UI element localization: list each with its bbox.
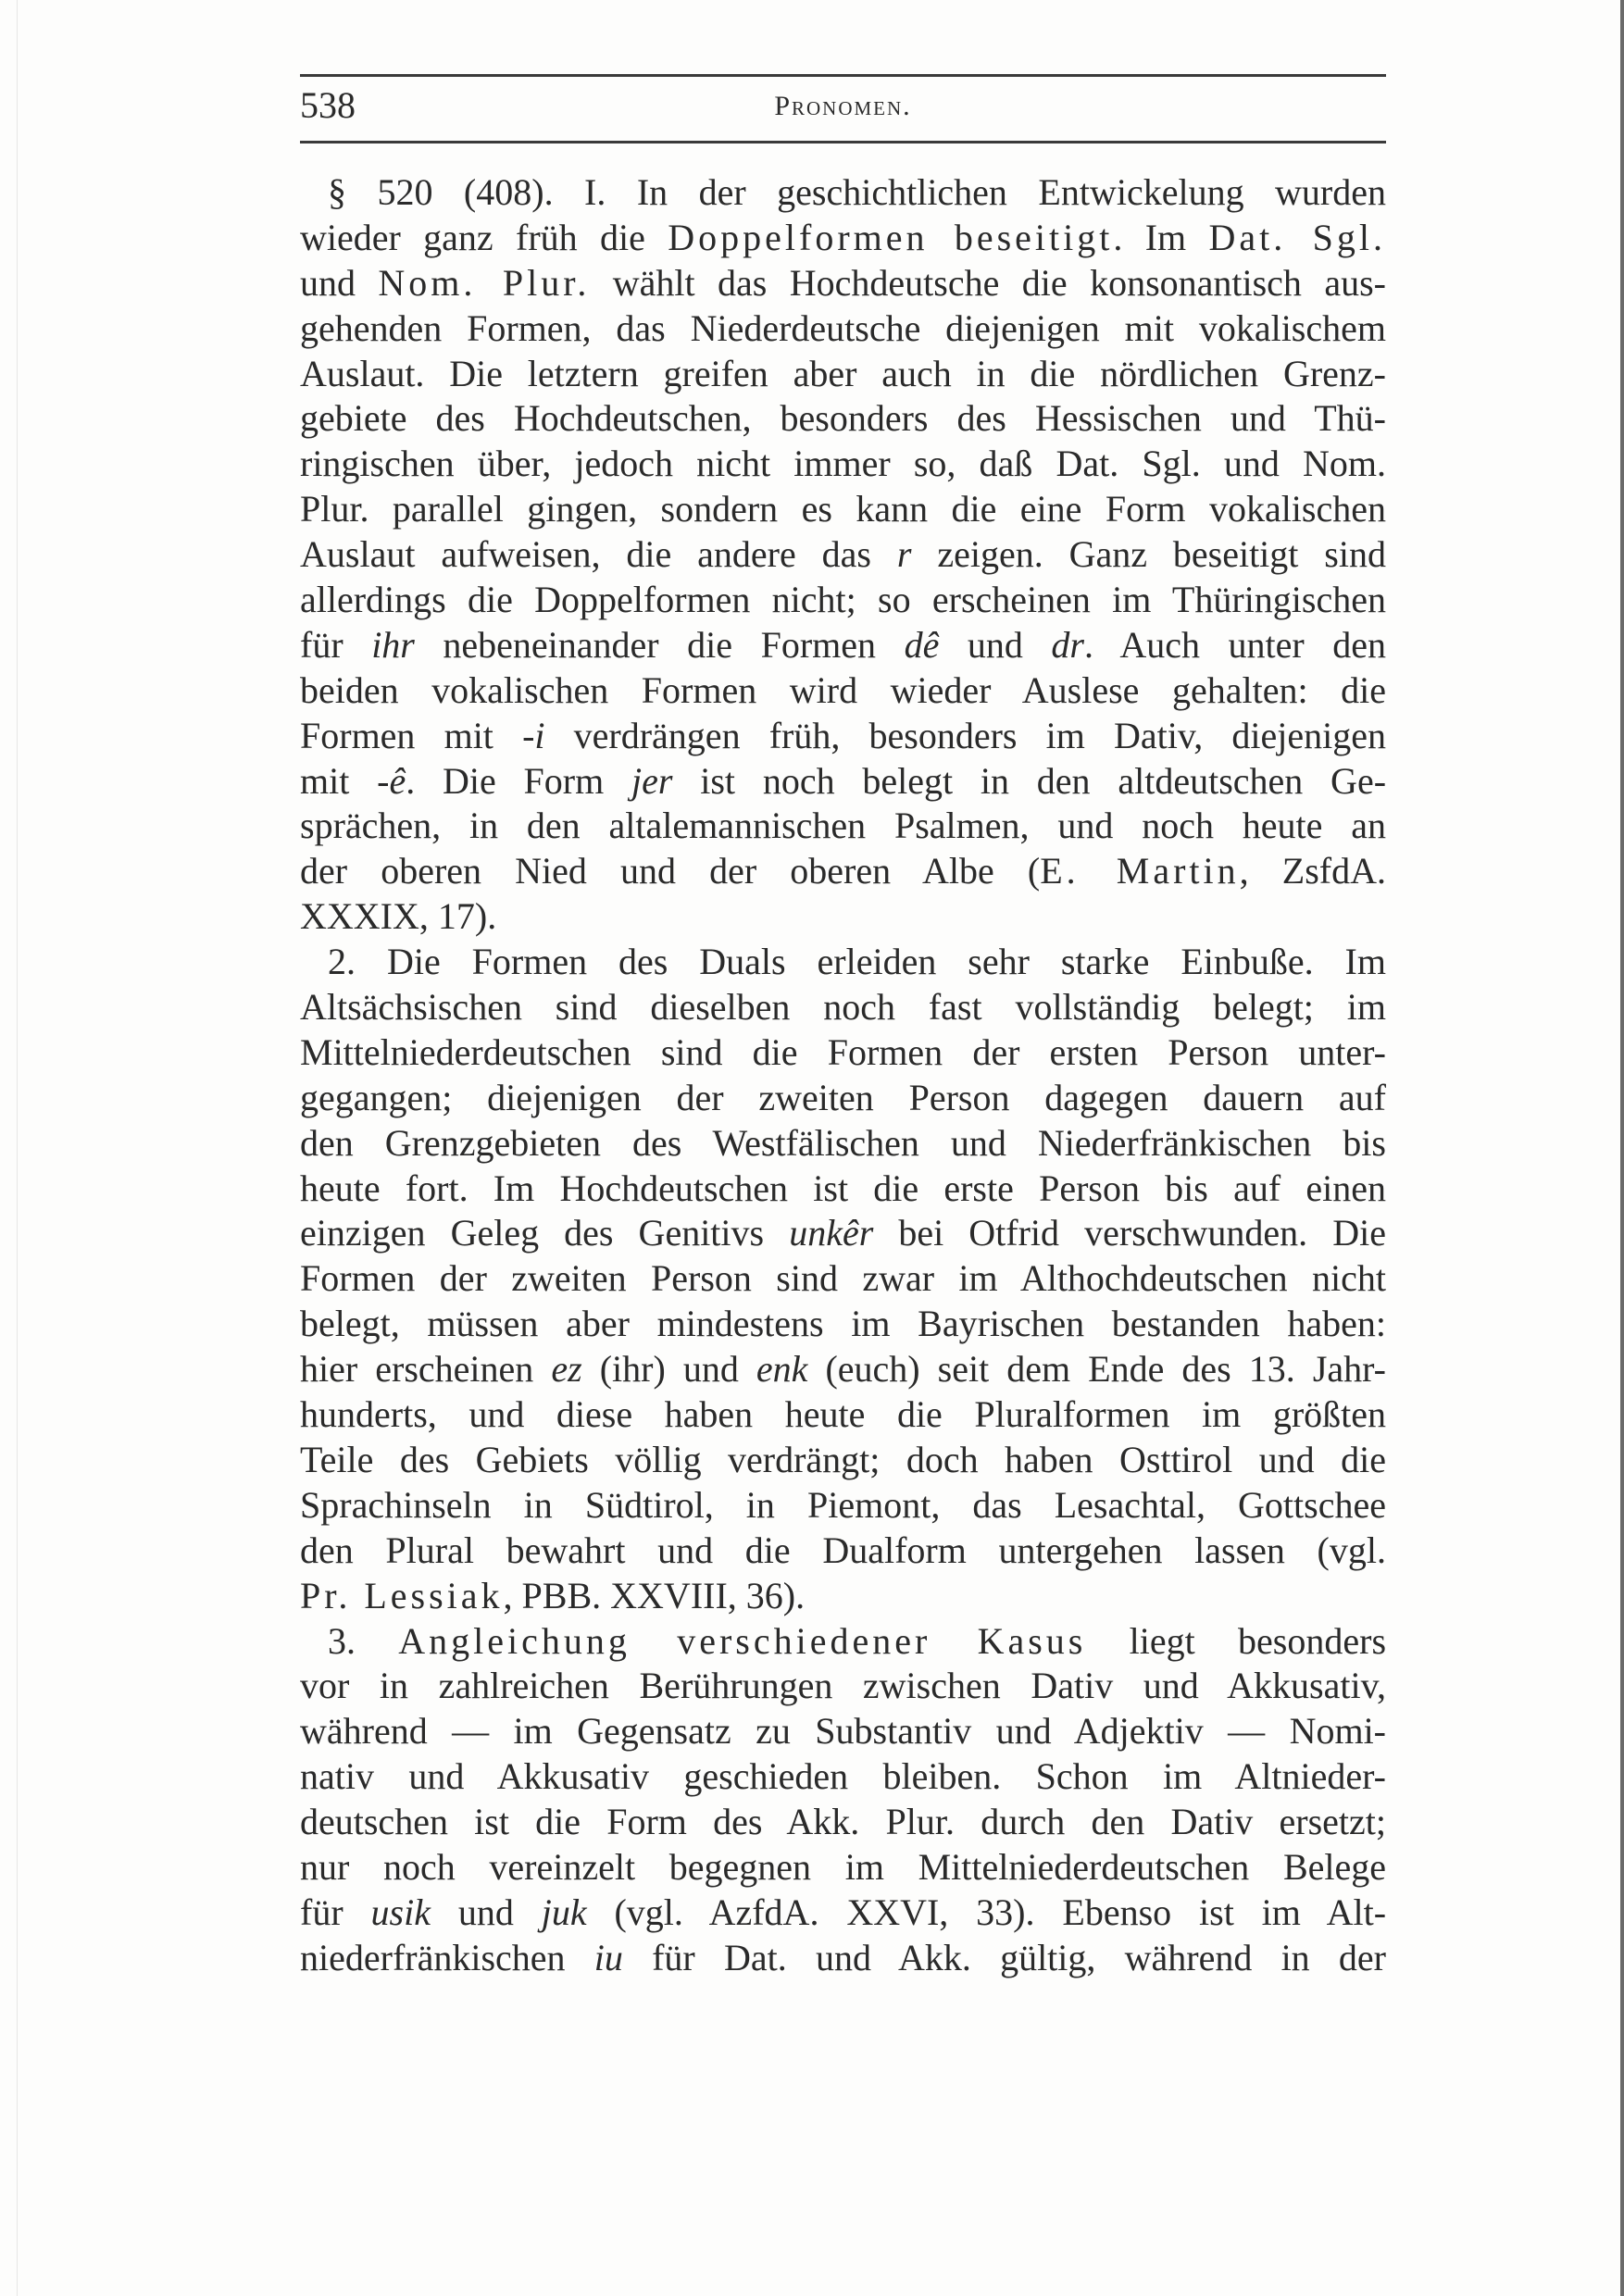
text-run: Plur. parallel gingen, sondern es kann die eine Form vokalischen (300, 488, 1386, 530)
italic-form: juk (541, 1890, 587, 1933)
text-run: heute fort. Im Hochdeutschen ist die erste Person bis auf einen (300, 1167, 1386, 1209)
text-run: den Plural bewahrt und die Dualform untergehen lassen (vgl. (300, 1529, 1386, 1571)
paragraph-p2 (300, 940, 1386, 1618)
text-line (300, 1664, 1386, 1709)
spaced-emphasis: Dat. Sgl. (1208, 216, 1386, 258)
text-line (300, 714, 1386, 759)
text-run: sprächen, in den altalemannischen Psalmen, und noch heute an (300, 805, 1386, 847)
text-run: nebeneinander die Formen (414, 623, 905, 666)
italic-form: -i (522, 714, 545, 756)
italic-form: unkêr (789, 1212, 874, 1254)
scan-edge-left (17, 0, 18, 2296)
text-line (300, 1574, 1386, 1619)
text-run: gegangen; diejenigen der zweiten Person dagegen dauern auf (300, 1076, 1386, 1118)
text-line (300, 759, 1386, 805)
text-run: . Im (1113, 216, 1209, 258)
text-run: niederfränkischen (300, 1936, 594, 1978)
text-line (300, 804, 1386, 849)
text-line (300, 1800, 1386, 1845)
page-number: 538 (300, 84, 356, 126)
header-top-rule (300, 74, 1386, 77)
text-run: für (300, 1890, 371, 1933)
text-run: , ZsfdA. (1239, 850, 1386, 892)
text-line (300, 170, 1386, 216)
spaced-emphasis: Angleichung verschiedener Kasus (398, 1619, 1087, 1662)
text-run: belegt, müssen aber mindestens im Bayrischen bestanden haben: (300, 1303, 1386, 1345)
text-run: nur noch vereinzelt begegnen im Mittelniederdeutschen Belege (300, 1845, 1386, 1888)
italic-form: ez (551, 1348, 582, 1391)
text-run: gebiete des Hochdeutschen, besonders des Hessischen und Thü- (300, 397, 1386, 440)
text-line (300, 1392, 1386, 1438)
text-run: und (430, 1890, 542, 1933)
text-run: allerdings die Doppelformen nicht; so erscheinen im Thüringischen (300, 579, 1386, 621)
text-run: hunderts, und diese haben heute die Pluralformen im größten (300, 1393, 1386, 1436)
italic-form: jer (631, 759, 673, 802)
text-run: (vgl. AzfdA. XXVI, 33). Ebenso ist im Alt- (586, 1890, 1387, 1933)
text-run: . Auch unter den (1084, 623, 1387, 666)
text-run: XXXIX, 17). (300, 895, 497, 938)
text-line (300, 623, 1386, 668)
text-run: gehenden Formen, das Niederdeutsche diejenigen mit vokalischem (300, 306, 1386, 349)
text-run: Mittelniederdeutschen sind die Formen der ersten Person unter- (300, 1030, 1386, 1073)
text-run: liegt besonders (1086, 1619, 1387, 1662)
scan-edge-right (1620, 0, 1624, 2296)
text-run: . Die Form (406, 759, 632, 802)
spaced-emphasis: Doppelformen beseitigt (668, 216, 1114, 258)
text-run: der oberen Nied und der oberen Albe ( (300, 850, 1041, 892)
text-run: für Dat. und Akk. gültig, während in der (622, 1936, 1386, 1978)
text-line (300, 1845, 1386, 1890)
running-title: Pronomen. (774, 91, 912, 121)
text-line (300, 985, 1386, 1030)
text-line (300, 1076, 1386, 1121)
text-line (300, 306, 1386, 352)
italic-form: enk (756, 1348, 808, 1391)
text-line (300, 1890, 1386, 1936)
text-run: und (939, 623, 1052, 666)
text-line (300, 1438, 1386, 1483)
text-line (300, 1347, 1386, 1392)
text-line (300, 668, 1386, 714)
text-line (300, 442, 1386, 487)
text-run: beiden vokalischen Formen wird wieder Auslese gehalten: die (300, 668, 1386, 711)
text-line (300, 261, 1386, 306)
text-run: für (300, 623, 372, 666)
text-run: den Grenzgebieten des Westfälischen und Niederfränkischen bis (300, 1121, 1386, 1164)
text-line (300, 1121, 1386, 1167)
text-line (300, 532, 1386, 578)
text-run: zeigen. Ganz beseitigt sind (911, 533, 1386, 576)
text-line (300, 849, 1386, 894)
spaced-emphasis: E. Martin (1040, 850, 1240, 892)
text-run: wieder ganz früh die (300, 216, 668, 258)
italic-form: r (896, 533, 912, 576)
text-line (300, 1030, 1386, 1076)
text-run: , PBB. XXVIII, 36). (503, 1574, 806, 1616)
text-run: einzigen Geleg des Genitivs (300, 1212, 790, 1254)
text-line (300, 1754, 1386, 1800)
text-line (300, 578, 1386, 623)
text-line (300, 940, 1386, 985)
text-run: Formen der zweiten Person sind zwar im Althochdeutschen nicht (300, 1257, 1386, 1300)
paragraph-p520 (300, 170, 1386, 940)
text-run: (euch) seit dem Ende des 13. Jahr- (807, 1348, 1386, 1391)
text-line (300, 1483, 1386, 1529)
text-run: (ihr) und (581, 1348, 756, 1391)
text-line (300, 396, 1386, 442)
text-line (300, 1167, 1386, 1212)
text-run: nativ und Akkusativ geschieden bleiben. Schon im Altnieder- (300, 1755, 1386, 1798)
italic-form: -ê (377, 759, 406, 802)
text-run: Auslaut aufweisen, die andere das (300, 533, 897, 576)
text-line (300, 1619, 1386, 1665)
text-line (300, 1211, 1386, 1256)
text-run: wählt das Hochdeutsche die konsonantisch aus- (590, 261, 1386, 304)
text-line (300, 1302, 1386, 1347)
spaced-emphasis: Pr. Lessiak (300, 1574, 504, 1616)
text-run: mit (300, 759, 378, 802)
text-run: hier erscheinen (300, 1348, 552, 1391)
text-run: Teile des Gebiets völlig verdrängt; doch haben Osttirol und die (300, 1438, 1386, 1480)
text-run: während — im Gegensatz zu Substantiv und Adjektiv — Nomi- (300, 1710, 1386, 1753)
text-run: Auslaut. Die letztern greifen aber auch in die nördlichen Grenz- (300, 352, 1386, 394)
italic-form: dê (904, 623, 940, 666)
text-run: verdrängen früh, besonders im Dativ, diejenigen (544, 714, 1386, 756)
italic-form: iu (593, 1936, 623, 1978)
text-line (300, 1529, 1386, 1574)
text-run: vor in zahlreichen Berührungen zwischen Dativ und Akkusativ, (300, 1665, 1386, 1707)
text-line (300, 1936, 1386, 1981)
text-run: Sprachinseln in Südtirol, in Piemont, das Lesachtal, Gottschee (300, 1483, 1386, 1526)
italic-form: dr (1051, 623, 1084, 666)
header-bottom-rule (300, 141, 1386, 144)
text-run: ringischen über, jedoch nicht immer so, daß Dat. Sgl. und Nom. (300, 443, 1386, 485)
paragraph-p3 (300, 1619, 1386, 1981)
text-line (300, 216, 1386, 261)
spaced-emphasis: Nom. Plur. (378, 261, 591, 304)
italic-form: usik (370, 1890, 431, 1933)
italic-form: ihr (371, 623, 415, 666)
text-run: deutschen ist die Form des Akk. Plur. durch den Dativ ersetzt; (300, 1801, 1386, 1843)
text-line (300, 894, 1386, 940)
text-run: 3. (328, 1619, 399, 1662)
text-run: Altsächsischen sind dieselben noch fast vollständig belegt; im (300, 986, 1386, 1029)
text-run: ist noch belegt in den altdeutschen Ge- (672, 759, 1387, 802)
text-line (300, 352, 1386, 397)
text-line (300, 487, 1386, 532)
text-run: Formen mit (300, 714, 523, 756)
text-line (300, 1256, 1386, 1302)
text-line (300, 1709, 1386, 1754)
text-run: 2. Die Formen des Duals erleiden sehr starke Einbuße. Im (328, 941, 1386, 983)
text-run: § 520 (408). I. In der geschichtlichen Entwickelung wurden (328, 171, 1386, 213)
text-run: bei Otfrid verschwunden. Die (873, 1212, 1386, 1254)
body-text (300, 170, 1386, 1981)
text-run: und (300, 261, 379, 304)
